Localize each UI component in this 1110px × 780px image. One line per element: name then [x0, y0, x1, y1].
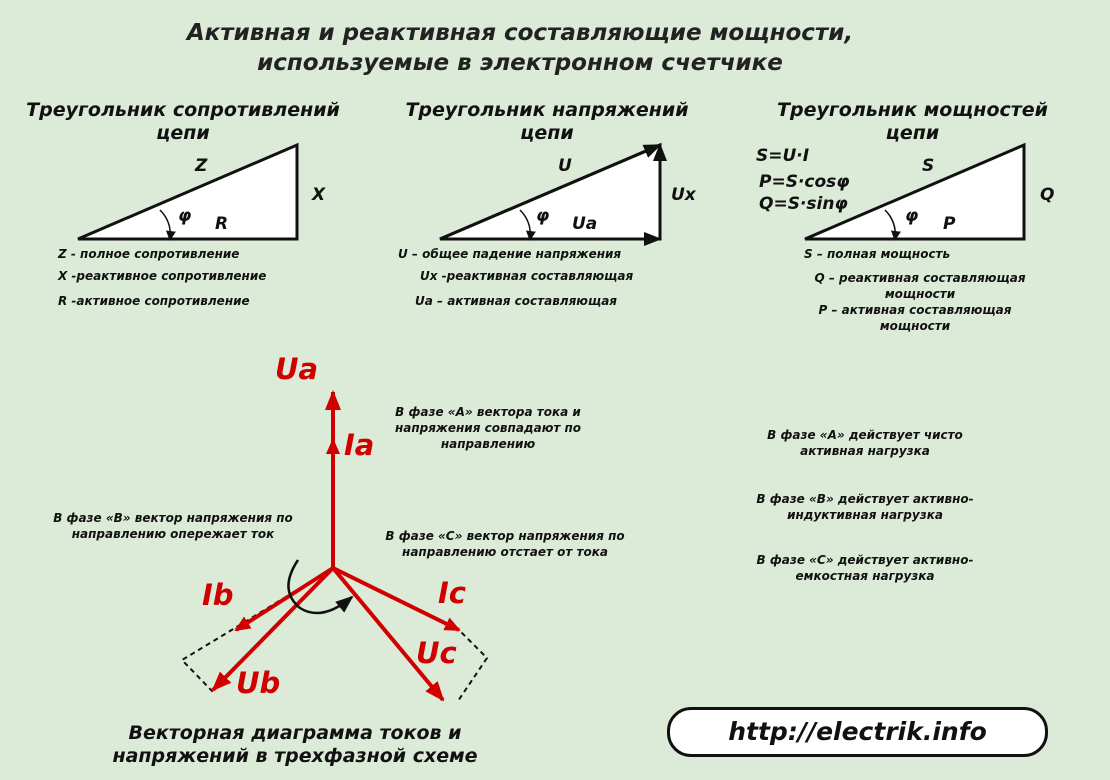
note-phase-a-line-1: В фазе «А» вектора тока и [395, 405, 581, 419]
power-heading-line-1: Треугольник мощностей [777, 99, 1048, 121]
note-phase-b-line-1: В фазе «B» вектор напряжения по [53, 511, 293, 525]
label-ua-triangle: Ua [572, 214, 598, 234]
load-phase-b [730, 491, 1000, 523]
power-heading [765, 99, 1060, 145]
load-phase-a [730, 427, 1000, 459]
rotation-arc [288, 560, 352, 613]
note-p [790, 302, 1040, 334]
label-ux: Ux [671, 185, 696, 205]
note-phase-c-line-2: направлению отстает от тока [402, 545, 608, 559]
ib-vector [236, 568, 333, 630]
note-z: Z - полное сопротивление [58, 247, 240, 261]
label-ia-vector: Ia [344, 428, 375, 462]
label-u: U [558, 156, 572, 176]
title-line-2: используемые в электронном счетчике [257, 50, 783, 76]
note-u: U – общее падение напряжения [398, 247, 622, 261]
label-phi-resistance: φ [178, 206, 192, 226]
uc-vector [333, 568, 443, 700]
note-phase-b [28, 510, 318, 542]
load-phase-c-line-1: В фазе «С» действует активно- [756, 553, 974, 567]
label-phi-power: φ [905, 206, 919, 226]
load-phase-a-line-1: В фазе «А» действует чисто [767, 428, 963, 442]
note-q-line-2: мощности [884, 287, 956, 301]
label-r: R [215, 214, 229, 234]
label-x: X [312, 185, 326, 205]
note-phase-c-line-1: В фазе «С» вектор напряжения по [385, 529, 625, 543]
load-phase-b-line-2: индуктивная нагрузка [787, 508, 943, 522]
label-p: P [943, 214, 956, 234]
formula-p: P=S·cosφ [759, 172, 850, 192]
note-phase-a-line-3: направлению [440, 437, 536, 451]
note-x: X -реактивное сопротивление [58, 269, 267, 283]
caption-line-2: напряжений в трехфазной схеме [112, 745, 478, 767]
voltage-heading-line-2: цепи [520, 122, 574, 144]
vector-diagram-caption [80, 722, 510, 768]
page-title [0, 18, 1040, 78]
note-phase-a-line-2: напряжения совпадают по [394, 421, 582, 435]
voltage-heading-line-1: Треугольник напряжений [405, 99, 689, 121]
note-q [790, 270, 1050, 302]
load-phase-c [730, 552, 1000, 584]
resistance-heading [18, 99, 348, 145]
note-phase-b-line-2: направлению опережает ток [71, 527, 275, 541]
title-line-1: Активная и реактивная составляющие мощности, [186, 20, 854, 46]
label-ua-vector: Ua [275, 352, 319, 386]
load-phase-c-line-2: емкостная нагрузка [795, 569, 935, 583]
note-ux: Ux -реактивная составляющая [420, 269, 634, 283]
formula-s: S=U·I [756, 146, 810, 166]
note-phase-a [368, 404, 608, 452]
formula-q: Q=S·sinφ [759, 194, 848, 214]
label-ic-vector: Ic [438, 576, 466, 610]
voltage-heading [392, 99, 702, 145]
note-p-line-2: мощности [879, 319, 951, 333]
site-url-link[interactable]: http://electrik.info [667, 707, 1048, 757]
label-ib-vector: Ib [202, 578, 234, 612]
label-ub-vector: Ub [236, 666, 281, 700]
note-phase-c [360, 528, 650, 560]
note-r: R -активное сопротивление [58, 294, 250, 308]
note-s: S – полная мощность [804, 247, 951, 261]
caption-line-1: Векторная диаграмма токов и [128, 722, 462, 744]
load-phase-b-line-1: В фазе «В» действует активно- [756, 492, 974, 506]
load-phase-a-line-2: активная нагрузка [800, 444, 930, 458]
resistance-heading-line-1: Треугольник сопротивлений [26, 99, 340, 121]
note-ua: Ua – активная составляющая [415, 294, 618, 308]
label-z: Z [195, 156, 208, 176]
label-phi-voltage: φ [536, 206, 550, 226]
label-q: Q [1040, 185, 1055, 205]
power-heading-line-2: цепи [885, 122, 940, 144]
label-uc-vector: Uc [416, 636, 457, 670]
resistance-heading-line-2: цепи [156, 122, 210, 144]
note-q-line-1: Q – реактивная составляющая [814, 271, 1026, 285]
label-s: S [922, 156, 935, 176]
note-p-line-1: P – активная составляющая [818, 303, 1012, 317]
